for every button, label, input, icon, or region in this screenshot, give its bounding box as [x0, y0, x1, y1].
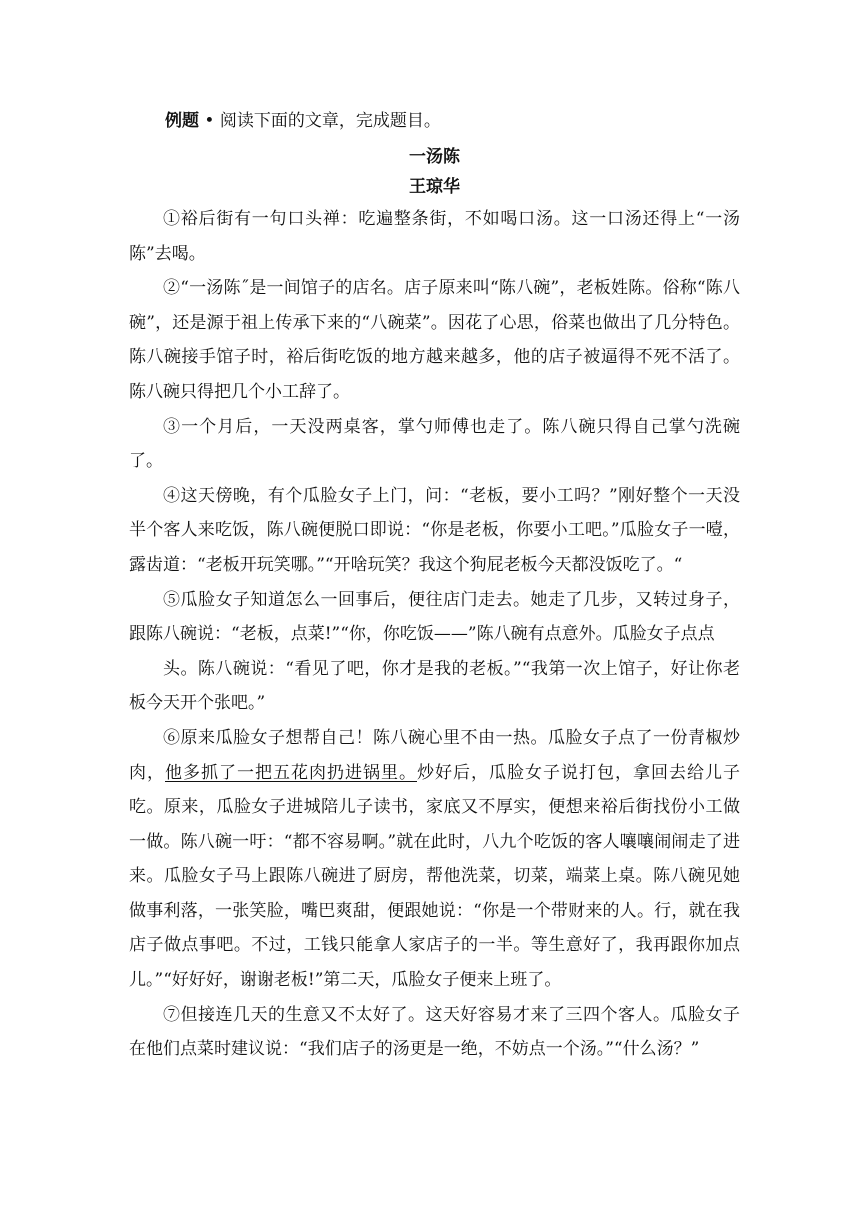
- paragraph-2: ②“一汤陈˝是一间馆子的店名。店子原来叫“陈八碗”，老板姓陈。俗称“陈八碗”，还是源于祖上传承下来的“八碗菜”。因花了心思，俗菜也做出了几分特色。陈八碗接手馆子时，裕后街吃饭的地方越来越多，他的店子被逼得不死不活了。陈八碗只得把几个小工辞了。: [129, 278, 740, 402]
- paragraph-5: ⑤瓜脸女子知道怎么一回事后，便往店门走去。她走了几步，又转过身子，跟陈八碗说：“老板，点菜!”“你，你吃饭——”陈八碗有点意外。瓜脸女子点点: [129, 589, 740, 645]
- article-author: 王琼华: [409, 177, 460, 197]
- paragraph-3: ③一个月后，一天没两桌客，掌勺师傅也走了。陈八碗只得自己掌勺洗碗了。: [129, 416, 740, 472]
- intro-text: 阅读下面的文章，完成题目。: [219, 111, 441, 131]
- document-content: [129, 108, 740, 1067]
- example-label: 例题: [165, 111, 199, 131]
- paragraph-4: ④这天傍晚，有个瓜脸女子上门，问：“老板，要小工吗？”刚好整个一天没半个客人来吃饭，陈八碗便脱口即说：“你是老板，你要小工吧。”瓜脸女子一噎，露齿道：“老板开玩笑哪。”“开啥玩笑？我这个狗屁老板今天都没饭吃了。“: [129, 485, 740, 575]
- paragraph-7: ⑦但接连几天的生意又不太好了。这天好容易才来了三四个客人。瓜脸女子在他们点菜时建议说：“我们店子的汤更是一绝，不妨点一个汤。”“什么汤？”: [129, 1004, 740, 1060]
- bullet-glyph: •: [204, 111, 215, 131]
- paragraph-1: ①裕后街有一句口头禅：吃遍整条街，不如喝口汤。这一口汤还得上“一汤陈”去喝。: [129, 209, 740, 264]
- paragraph-5-continued: 头。陈八碗说：“看见了吧，你才是我的老板。”“我第一次上馆子，好让你老板今天开个张吧。”: [129, 658, 740, 714]
- example-intro: [165, 108, 740, 134]
- underlined-sentence: 他多抓了一把五花肉扔进锅里。: [165, 762, 417, 783]
- article-title: 一汤陈: [409, 147, 460, 167]
- paragraph-6: [129, 721, 740, 998]
- paragraph-6-start: ⑥原来瓜脸女子想帮自己！陈八碗心里不由一热。瓜脸女子点了一份青椒炒肉，: [129, 727, 740, 783]
- paragraph-6-end: 炒好后，瓜脸女子说打包，拿回去给儿子吃。原来，瓜脸女子进城陪儿子读书，家底又不厚实，便想来裕后街找份小工做一做。陈八碗一吁：“都不容易啊。”就在此时，八九个吃饭的客人嚷嚷闹闹走了进来。瓜脸女子马上跟陈八碗进了厨房，帮他洗菜，切菜，端菜上桌。陈八碗见她做事利落，一张笑脸，嘴巴爽甜，便跟她说：“你是一个带财来的人。行，就在我店子做点事吧。不过，工钱只能拿人家店子的一半。等生意好了，我再跟你加点儿。”“好好好，谢谢老板!”第二天，瓜脸女子便来上班了。: [129, 762, 740, 991]
